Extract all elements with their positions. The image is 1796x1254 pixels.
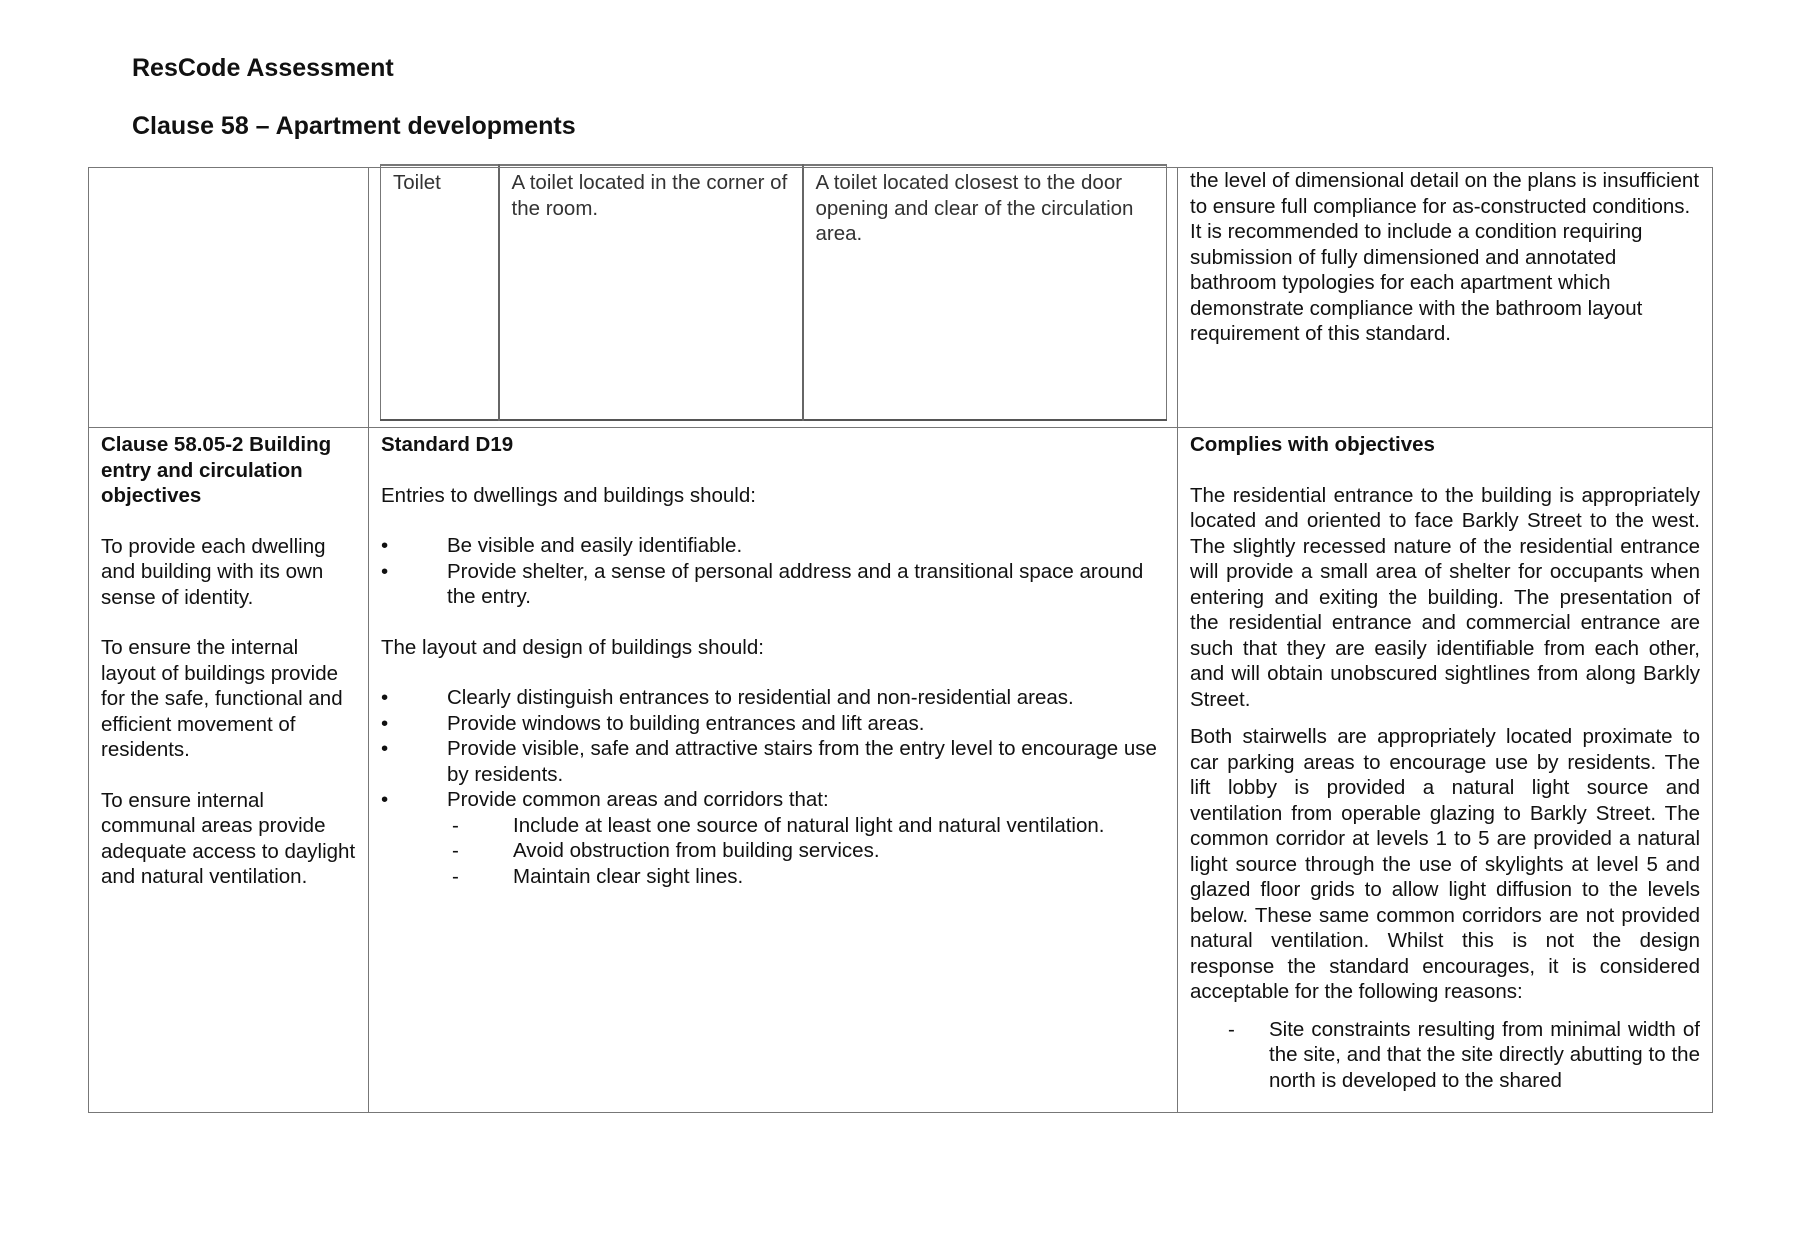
assessment-heading: Complies with objectives xyxy=(1190,433,1435,456)
assessment-cell xyxy=(1178,168,1713,428)
list-item: • Provide visible, safe and attractive stairs from the entry level to encourage use by residents. xyxy=(381,736,1165,787)
bullet-list xyxy=(381,685,1165,889)
standard-intro: Entries to dwellings and buildings should: xyxy=(381,483,756,507)
list-item: • Clearly distinguish entrances to residential and non-residential areas. xyxy=(381,685,1165,711)
assessment-text: the level of dimensional detail on the plans is insufficient to ensure full compliance for as-constructed conditions. It is recommended to include a condition requiring submission of fully dimensioned and annotated bathroom typologies for each apartment which demonstrate compliance with the bathroom layout requirement of this standard. xyxy=(1190,169,1700,345)
list-item: • Provide windows to building entrances and lift areas. xyxy=(381,711,1165,737)
list-item: - Avoid obstruction from building services. xyxy=(447,838,1165,864)
reason-list xyxy=(1190,1017,1700,1094)
list-item: - Maintain clear sight lines. xyxy=(447,864,1165,890)
list-item: - Include at least one source of natural light and natural ventilation. xyxy=(447,813,1165,839)
objective-text: To ensure internal communal areas provide adequate access to daylight and natural ventilation. xyxy=(101,788,356,888)
clause-cell xyxy=(89,168,369,428)
embedded-standard-table-image xyxy=(380,164,1167,421)
list-item xyxy=(381,787,1165,889)
list-item: • Be visible and easily identifiable. xyxy=(381,533,1165,559)
embedded-cell-option-b: A toilet located closest to the door opening and clear of the circulation area. xyxy=(803,165,1167,420)
standard-intro: The layout and design of buildings should: xyxy=(381,635,764,659)
clause-heading: Clause 58.05-2 Building entry and circulation objectives xyxy=(101,433,332,507)
objective-text: To provide each dwelling and building with its own sense of identity. xyxy=(101,534,326,609)
assessment-table xyxy=(88,167,1713,1113)
standard-heading: Standard D19 xyxy=(381,433,514,456)
standard-cell xyxy=(369,168,1178,428)
table-row xyxy=(89,168,1713,428)
list-item: • Provide shelter, a sense of personal address and a transitional space around the entry. xyxy=(381,559,1165,610)
standard-cell xyxy=(369,428,1178,1113)
table-row xyxy=(89,428,1713,1113)
list-item: - Site constraints resulting from minimal width of the site, and that the site directly abutting to the north is developed to the shared xyxy=(1190,1017,1700,1094)
assessment-cell xyxy=(1178,428,1713,1113)
document-subtitle: Clause 58 – Apartment developments xyxy=(132,112,576,140)
list-item-text: Provide common areas and corridors that: xyxy=(447,788,829,811)
assessment-text: The residential entrance to the building is appropriately located and oriented to face Barkly Street to the west. The slightly recessed nature of the residential entrance will provide a small area of shelter for occupants when entering and exiting the building. The presentation of the residential entrance and commercial entrance are such that they are easily identifiable from each other, and will obtain unobscured sightlines from along Barkly Street. xyxy=(1190,483,1700,711)
clause-cell xyxy=(89,428,369,1113)
bullet-list xyxy=(381,533,1165,610)
objective-text: To ensure the internal layout of buildings provide for the safe, functional and efficient movement of residents. xyxy=(101,636,343,761)
embedded-cell-item: Toilet xyxy=(381,165,499,420)
sub-bullet-list xyxy=(447,813,1165,890)
document-title: ResCode Assessment xyxy=(132,54,394,82)
assessment-text: Both stairwells are appropriately located proximate to car parking areas to encourage use by residents. The lift lobby is provided a natural light source and ventilation from operable glazing to Barkly Street. The common corridor at levels 1 to 5 are provided a natural light source through the use of skylights at level 5 and glazed floor grids to allow light diffusion to the levels below. These same common corridors are not provided natural ventilation. Whilst this is not the design response the standard encourages, it is considered acceptable for the following reasons: xyxy=(1190,725,1700,1003)
embedded-cell-option-a: A toilet located in the corner of the room. xyxy=(499,165,803,420)
